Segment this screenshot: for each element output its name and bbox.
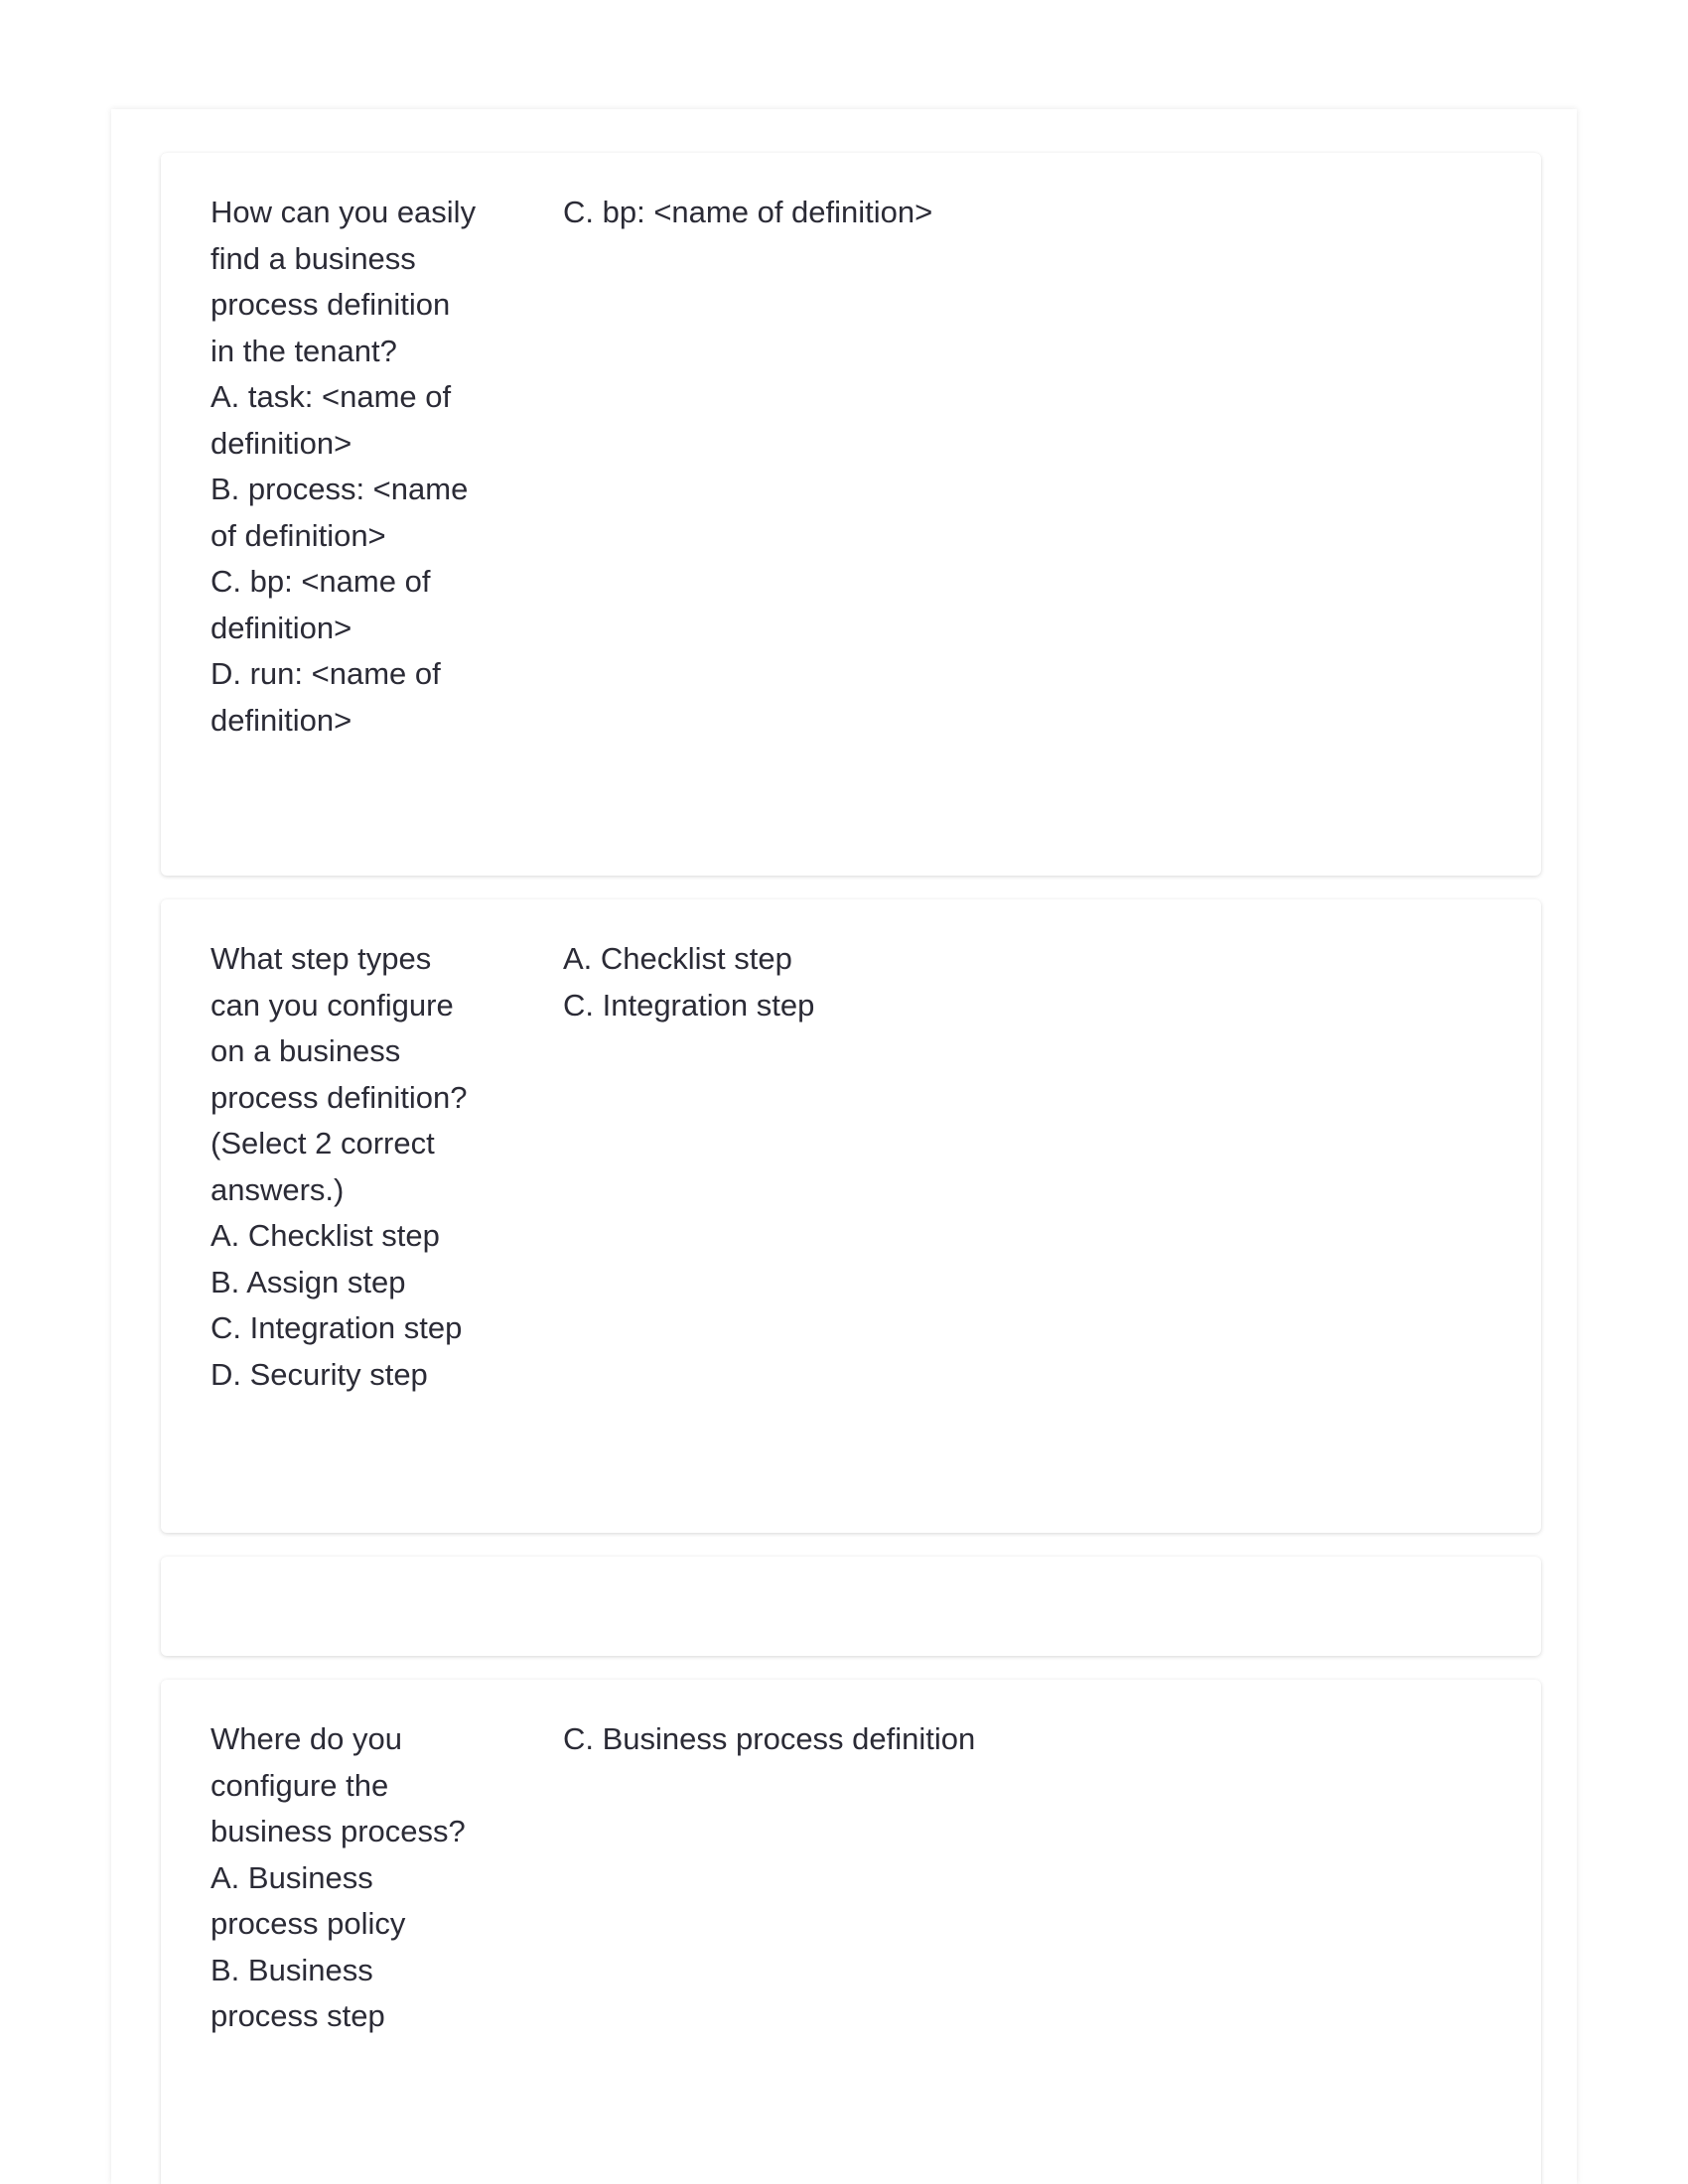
question-card-3 (161, 1557, 1541, 1656)
option-a: A. Business process policy (211, 1859, 406, 1941)
question-column (211, 936, 481, 1398)
question-card-2 (161, 899, 1541, 1533)
question-text: Where do you configure the business process? (211, 1721, 466, 1848)
question-column (211, 190, 481, 744)
option-c: C. Integration step (211, 1310, 463, 1345)
answer-text: C. Integration step (563, 987, 815, 1023)
question-card-1 (161, 153, 1541, 876)
option-a: A. Checklist step (211, 1218, 440, 1253)
option-a: A. task: <name of definition> (211, 379, 452, 461)
question-card-4 (161, 1680, 1541, 2184)
answer-text: A. Checklist step (563, 941, 792, 976)
option-d: D. Security step (211, 1356, 428, 1392)
option-d: D. run: <name of definition> (211, 656, 441, 738)
question-text: What step types can you configure on a business process definition? (Select 2 correct answers.) (211, 941, 468, 1207)
answer-text: C. Business process definition (563, 1721, 976, 1756)
answer-column (563, 936, 1457, 1028)
answer-column (563, 1716, 1457, 1763)
option-b: B. Assign step (211, 1264, 406, 1299)
option-b: B. process: <name of definition> (211, 472, 469, 553)
answer-column (563, 190, 1457, 236)
option-b: B. Business process step (211, 1952, 385, 2033)
question-column (211, 1716, 481, 2040)
answer-text: C. bp: <name of definition> (563, 195, 933, 229)
option-c: C. bp: <name of definition> (211, 564, 431, 645)
question-text: How can you easily find a business process definition in the tenant? (211, 195, 477, 368)
document-page (111, 109, 1577, 2184)
